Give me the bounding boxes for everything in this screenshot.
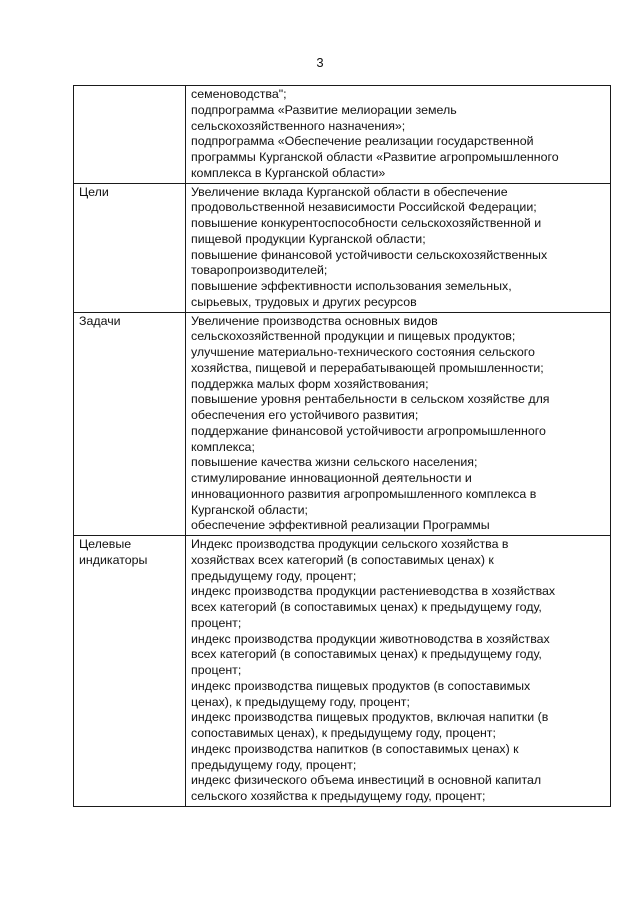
content-line: индекс производства напитков (в сопоставимых ценах) к (191, 741, 519, 756)
content-line: обеспечение эффективной реализации Программы (191, 518, 490, 533)
content-line: обеспечения его устойчивого развития; (191, 408, 419, 422)
content-line: пищевой продукции Курганской области; (191, 231, 426, 246)
content-line: комплекса; (191, 439, 255, 454)
content-line: индекс производства продукции растениеводства в хозяйствах (191, 584, 556, 599)
content-line: процент; (191, 615, 242, 630)
content-line: всех категорий (в сопоставимых ценах) к предыдущему году, (191, 647, 542, 662)
content-line: индекс производства пищевых продуктов (в сопоставимых (191, 678, 531, 693)
row-label-cell (74, 536, 186, 807)
table-row-goals (74, 183, 611, 312)
content-line: Индекс производства продукции сельского хозяйства в (191, 537, 509, 551)
content-line: Курганской области; (191, 502, 308, 517)
content-line: сельского хозяйства к предыдущему году, процент; (191, 789, 486, 803)
content-line: сельскохозяйственного назначения»; (191, 118, 406, 133)
content-line: процент; (191, 663, 242, 677)
content-line: ценах), к предыдущему году, процент; (191, 694, 410, 709)
content-line: повышение эффективности использования земельных, (191, 279, 512, 293)
table-row-target-indicators (74, 536, 611, 807)
row-label: Целевые (79, 537, 132, 551)
content-line: Увеличение вклада Курганской области в обеспечение (191, 184, 508, 199)
content-line: всех категорий (в сопоставимых ценах) к предыдущему году, (191, 600, 542, 614)
content-line: индекс физического объема инвестиций в основной капитал (191, 773, 542, 788)
content-line: повышение конкурентоспособности сельскохозяйственной и (191, 216, 542, 230)
content-line: повышение финансовой устойчивости сельскохозяйственных (191, 247, 548, 262)
content-line: подпрограмма «Обеспечение реализации государственной (191, 134, 534, 149)
content-line: поддержка малых форм хозяйствования; (191, 376, 429, 391)
row-content-cell (186, 536, 611, 807)
row-label-cell (74, 86, 186, 184)
content-line: комплекса в Курганской области» (191, 165, 386, 180)
row-label-cell (74, 183, 186, 312)
content-line: индекс производства продукции животноводства в хозяйствах (191, 631, 550, 646)
content-line: повышение качества жизни сельского населения; (191, 455, 478, 470)
row-label: Цели (79, 184, 109, 199)
page-number: 3 (316, 55, 324, 70)
content-line: подпрограмма «Развитие мелиорации земель (191, 102, 457, 117)
row-label: Задачи (79, 313, 121, 328)
table-row-tasks (74, 312, 611, 536)
content-line: сопоставимых ценах), к предыдущему году, процент; (191, 726, 496, 740)
content-line: программы Курганской области «Развитие агропромышленного (191, 150, 559, 164)
content-line: продовольственной независимости Российской Федерации; (191, 200, 537, 215)
content-line: предыдущему году, процент; (191, 568, 357, 583)
content-line: инновационного развития агропромышленного комплекса в (191, 486, 537, 501)
row-label: индикаторы (79, 552, 148, 567)
content-line: улучшение материально-технического состояния сельского (191, 345, 535, 359)
content-line: сырьевых, трудовых и других ресурсов (191, 294, 417, 309)
content-line: повышение уровня рентабельности в сельском хозяйстве для (191, 392, 550, 407)
content-line: хозяйствах всех категорий (в сопоставимых ценах) к (191, 552, 494, 567)
content-line: сельскохозяйственной продукции и пищевых продуктов; (191, 329, 516, 344)
content-line: хозяйства, пищевой и перерабатывающей промышленности; (191, 360, 544, 375)
row-content-cell (186, 183, 611, 312)
content-line: индекс производства пищевых продуктов, включая напитки (в (191, 710, 549, 725)
content-line: Увеличение производства основных видов (191, 313, 438, 328)
row-label-cell (74, 312, 186, 536)
content-line: поддержание финансовой устойчивости агропромышленного (191, 423, 546, 438)
table-row-continuation (74, 86, 611, 184)
content-line: стимулирование инновационной деятельности и (191, 471, 472, 485)
content-line: предыдущему году, процент; (191, 757, 357, 772)
row-content-cell (186, 312, 611, 536)
program-passport-table (73, 85, 611, 807)
content-line: семеноводства"; (191, 87, 287, 101)
row-content-cell (186, 86, 611, 184)
content-line: товаропроизводителей; (191, 263, 328, 278)
